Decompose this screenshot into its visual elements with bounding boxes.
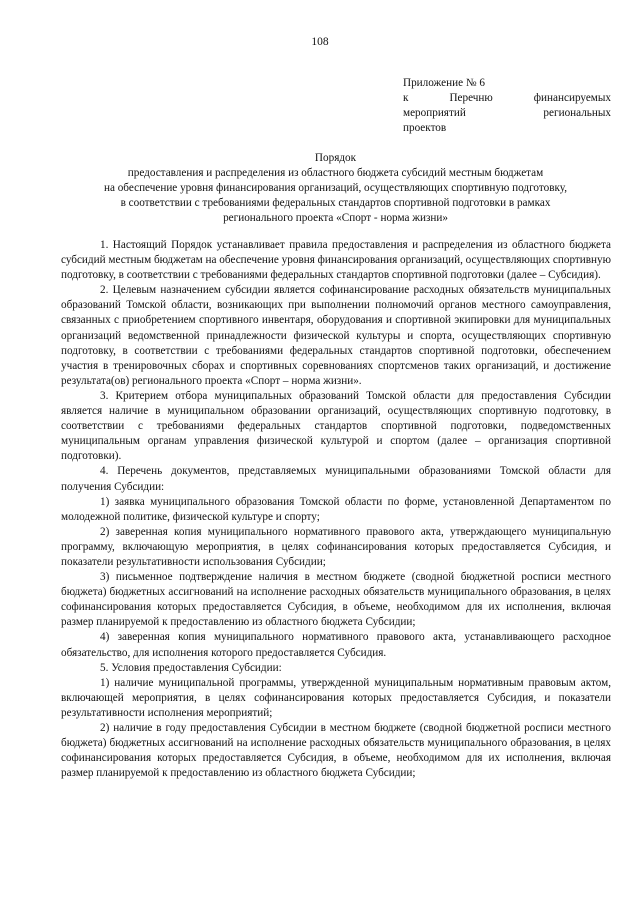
page-number: 108 — [311, 36, 329, 48]
paragraph: 4) заверенная копия муниципального нормативного правового акта, устанавливающего расходное обязательство, для исполнения которого предоставляется Субсидия. — [61, 631, 611, 659]
paragraph: 2) заверенная копия муниципального нормативного правового акта, утверждающего муниципальную программу, включающую мероприятия, в целях софинансирования которых предоставляется Субсидия, и показатели результативности использования Субсидии; — [61, 525, 611, 568]
title-heading: Порядок — [314, 152, 357, 164]
title-line: в соответствии с требованиями федеральных стандартов спортивной подготовки в рамках — [120, 197, 551, 209]
paragraph: 1) заявка муниципального образования Томской области по форме, установленной Департаментом по молодежной политике, физической культуре и спорту; — [61, 495, 611, 523]
paragraph: 2. Целевым назначением субсидии является софинансирование расходных обязательств муниципальных образований Томской области, возникающих при выполнении полномочий органов местного самоуправления, связанных с приобретением спортивного инвентаря, оборудования и спортивной экипировки для муниципальных организаций ведомственной принадлежности физической культуры и спорта, осуществляющих спортивную подготовку, в соответствии с требованиями федеральных стандартов спортивной подготовки, обеспечением участия в тренировочных сборах и спортивных соревнованиях спортсменов таких организаций, и достижение результата(ов) регионального проекта «Спорт – норма жизни». — [61, 284, 611, 387]
document-body — [61, 238, 611, 781]
appendix-line: к Перечню финансируемых — [403, 92, 611, 104]
title-line: регионального проекта «Спорт - норма жизни» — [223, 212, 448, 224]
appendix-header — [403, 76, 611, 136]
document-title — [60, 151, 611, 226]
paragraph: 2) наличие в году предоставления Субсидии в местном бюджете (сводной бюджетной росписи местного бюджета) бюджетных ассигнований на исполнение расходных обязательств муниципального образования, в целях софинансирования которых предоставляется Субсидия, в объеме, необходимом для их исполнения, включая размер планируемой к предоставлению из областного бюджета Субсидии; — [61, 722, 611, 780]
paragraph: 3. Критерием отбора муниципальных образований Томской области для предоставления Субсидии является наличие в муниципальном образовании организаций, осуществляющих спортивную подготовку, в соответствии с требованиями федеральных стандартов спортивной подготовки, подведомственных муниципальным органам управления физической культурой и спортом (далее – организация спортивной подготовки). — [61, 389, 611, 463]
paragraph: 3) письменное подтверждение наличия в местном бюджете (сводной бюджетной росписи местного бюджета) бюджетных ассигнований на исполнение расходных обязательств муниципального образования, в целях софинансирования которых предоставляется Субсидия, в объеме, необходимом для их исполнения, включая размер планируемой к предоставлению из областного бюджета Субсидии; — [61, 571, 611, 629]
paragraph: 1. Настоящий Порядок устанавливает правила предоставления и распределения из областного бюджета субсидий местным бюджетам на обеспечение уровня финансирования организаций, осуществляющих спортивную подготовку, в соответствии с требованиями федеральных стандартов спортивной подготовки (далее – Субсидия). — [61, 239, 611, 282]
title-line: предоставления и распределения из областного бюджета субсидий местным бюджетам — [127, 167, 544, 179]
paragraph: 4. Перечень документов, представляемых муниципальными образованиями Томской области для получения Субсидии: — [61, 465, 611, 493]
paragraph: 5. Условия предоставления Субсидии: — [100, 661, 282, 674]
title-line: на обеспечение уровня финансирования организаций, осуществляющих спортивную подготовку, — [103, 182, 568, 194]
appendix-title: Приложение № 6 — [403, 77, 485, 89]
appendix-line: проектов — [403, 122, 447, 134]
appendix-line: мероприятий региональных — [403, 107, 611, 119]
paragraph: 1) наличие муниципальной программы, утвержденной муниципальным нормативным правовым актом, включающей мероприятия, в целях софинансирования которых предоставляется Субсидия, и показатели результативности исполнения мероприятий; — [61, 676, 611, 719]
